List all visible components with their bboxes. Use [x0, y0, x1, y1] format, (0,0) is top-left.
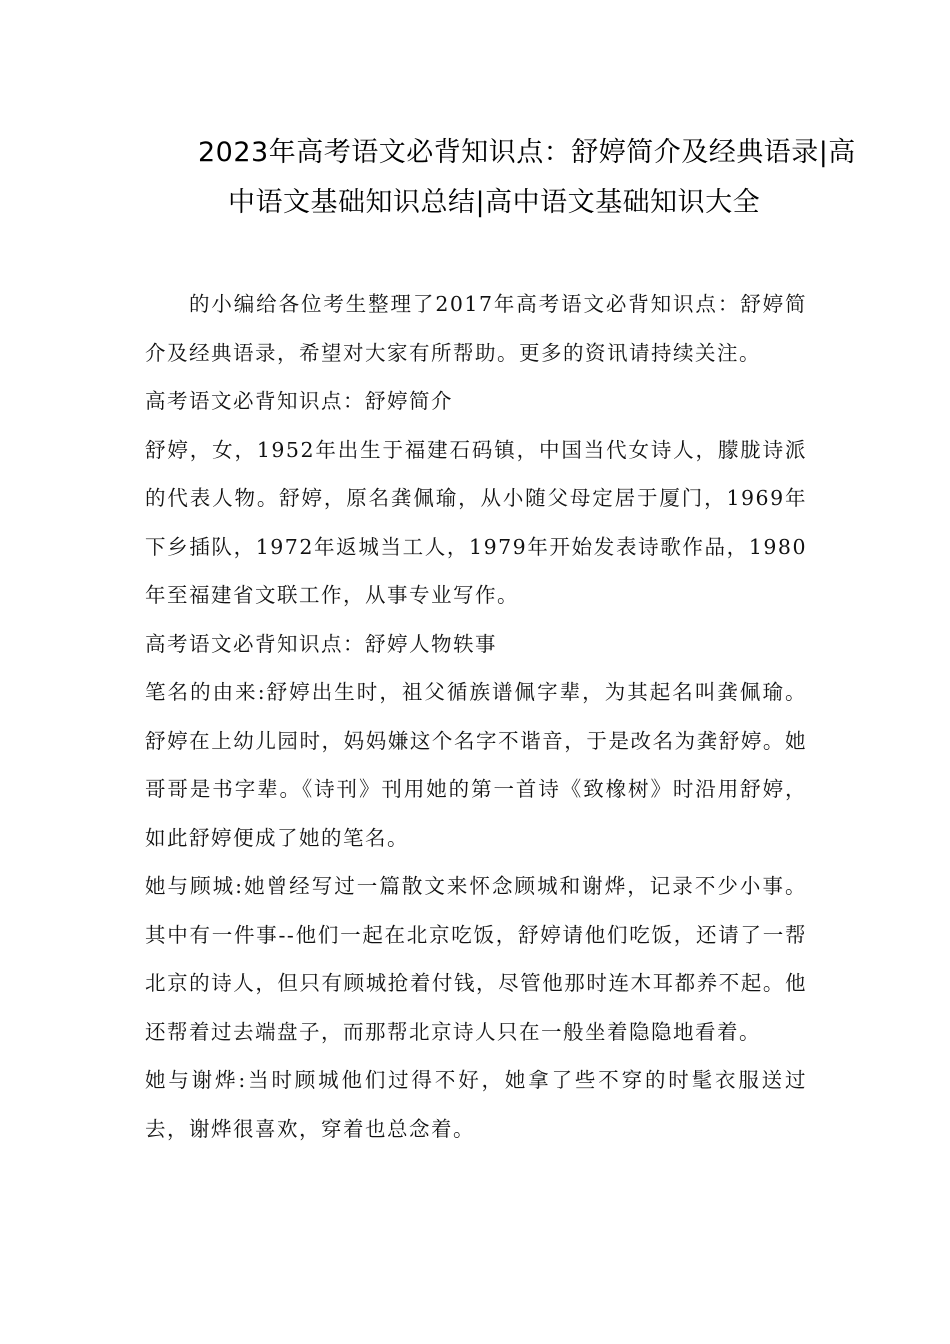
bio-paragraph: 舒婷，女，1952年出生于福建石码镇，中国当代女诗人，朦胧诗派的代表人物。舒婷，原名龚佩瑜，从小随父母定居于厦门，1969年下乡插队，1972年返城当工人，1979年开始发表诗歌作品，1980年至福建省文联工作，从事专业写作。	[145, 437, 807, 607]
xie-ye-paragraph: 她与谢烨:当时顾城他们过得不好，她拿了些不穿的时髦衣服送过去，谢烨很喜欢，穿着也总念着。	[145, 1068, 807, 1141]
intro-paragraph: 的小编给各位考生整理了2017年高考语文必背知识点：舒婷简介及经典语录，希望对大家有所帮助。更多的资讯请持续关注。	[145, 292, 807, 365]
gu-cheng-paragraph: 她与顾城:她曾经写过一篇散文来怀念顾城和谢烨，记录不少小事。其中有一件事--他们一起在北京吃饭，舒婷请他们吃饭，还请了一帮北京的诗人，但只有顾城抢着付钱，尽管他那时连木耳都养不起。他还帮着过去端盘子，而那帮北京诗人只在一般坐着隐隐地看着。	[145, 874, 807, 1044]
section-heading-anecdotes: 高考语文必背知识点：舒婷人物轶事	[145, 631, 497, 656]
title-line-2: 中语文基础知识总结|高中语文基础知识大全	[228, 187, 761, 218]
pen-name-paragraph: 笔名的由来:舒婷出生时，祖父循族谱佩字辈，为其起名叫龚佩瑜。舒婷在上幼儿园时，妈妈嫌这个名字不谐音，于是改名为龚舒婷。她哥哥是书字辈。《诗刊》刊用她的第一首诗《致橡树》时沿用舒婷，如此舒婷便成了她的笔名。	[145, 680, 807, 850]
section-heading-bio: 高考语文必背知识点：舒婷简介	[145, 389, 453, 413]
document-body	[145, 280, 807, 1153]
title-line-1: 2023年高考语文必背知识点：舒婷简介及经典语录|高	[198, 137, 856, 168]
document-title	[140, 128, 856, 228]
